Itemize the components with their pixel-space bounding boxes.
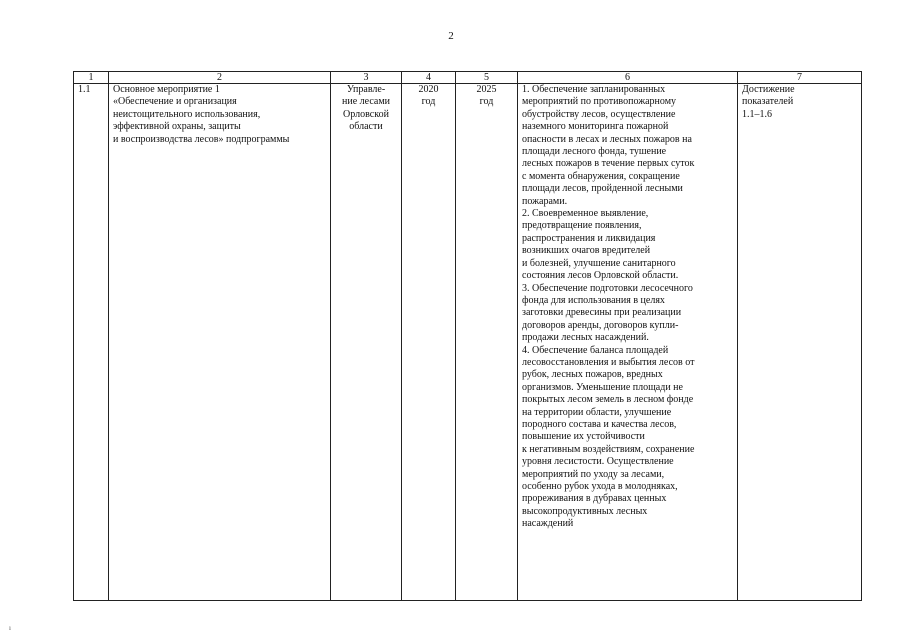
text-line: состояния лесов Орловской области. [522,270,679,282]
text-line: и болезней, улучшение санитарного [522,257,676,269]
text-line: прореживания в дубравах ценных [522,493,667,505]
text-line: организмов. Уменьшение площади не [522,381,683,393]
page-number: 2 [448,30,454,42]
start-year-cell [402,84,456,601]
end-year-text [460,84,513,109]
program-table [73,71,862,601]
text-line: предотвращение появления, [522,220,642,232]
indicator-link-text [742,84,857,121]
text-line: к негативным воздействиям, сохранение [522,443,695,455]
text-line: обустройству лесов, осуществление [522,108,676,120]
text-line: Управле- [346,84,386,95]
text-line: договоров аренды, договоров купли- [522,319,679,331]
expected-result-text [522,84,733,531]
text-line: высокопродуктивных лесных [522,505,648,517]
text-line: с момента обнаружения, сокращение [522,170,680,182]
text-line: эффективной охраны, защиты [113,121,241,133]
text-line: продажи лесных насаждений. [522,332,649,344]
text-line: и воспроизводства лесов» подпрограммы [113,133,290,145]
row-number-cell [74,84,109,601]
row-number: 1.1 [78,84,91,95]
text-line: площади лесного фонда, тушение [522,146,667,158]
text-line: ние лесами [342,96,390,108]
text-line: 3. Обеспечение подготовки лесосечного [522,282,693,294]
executor-text [335,84,397,134]
header-cell: 4 [402,72,456,84]
executor-cell [331,84,402,601]
table-row [74,84,862,601]
text-line: повышение их устойчивости [522,431,645,443]
text-line: 2020 [418,84,439,95]
text-line: наземного мониторинга пожарной [522,121,669,133]
text-line: заготовки древесины при реализации [522,307,682,319]
text-line: пожарами. [522,195,568,207]
text-line: год [479,96,494,108]
text-line: рубок, лесных пожаров, вредных [522,369,663,381]
text-line: мероприятий по противопожарному [522,96,677,108]
header-cell: 1 [74,72,109,84]
text-line: «Обеспечение и организация [113,96,237,108]
indicator-link-cell [738,84,862,601]
text-line: породного состава и качества лесов, [522,418,677,430]
scan-mark: ı [9,624,11,632]
text-line: насаждений [522,518,574,530]
text-line: лесовосстановления и выбытия лесов от [522,356,695,368]
text-line: год [421,96,436,108]
text-line: на территории области, улучшение [522,406,672,418]
header-row [74,72,862,84]
text-line: распространения и ликвидация [522,232,656,244]
end-year-cell [456,84,518,601]
text-line: показателей [742,96,794,108]
text-line: покрытых лесом земель в лесном фонде [522,394,694,406]
text-line: 2. Своевременное выявление, [522,208,649,220]
header-cell: 3 [331,72,402,84]
text-line: лесных пожаров в течение первых суток [522,158,695,170]
text-line: мероприятий по уходу за лесами, [522,468,665,480]
header-cell: 6 [518,72,738,84]
event-cell [109,84,331,601]
text-line: 1.1–1.6 [742,108,772,120]
text-line: неистощительного использования, [113,108,261,120]
text-line: площади лесов, пройденной лесными [522,183,683,195]
text-line: 2025 [476,84,497,95]
text-line: возникших очагов вредителей [522,245,651,257]
text-line: 1. Обеспечение запланированных [522,84,666,95]
text-line: 4. Обеспечение баланса площадей [522,344,669,356]
header-cell: 5 [456,72,518,84]
text-line: опасности в лесах и лесных пожаров на [522,133,692,145]
event-text [113,84,326,146]
expected-result-cell [518,84,738,601]
text-line: Достижение [742,84,795,95]
header-cell: 7 [738,72,862,84]
start-year-text [406,84,451,109]
text-line: Основное мероприятие 1 [113,84,220,95]
text-line: особенно рубок ухода в молодняках, [522,481,678,492]
text-line: области [349,121,383,133]
text-line: фонда для использования в целях [522,294,665,306]
header-cell: 2 [109,72,331,84]
text-line: уровня лесистости. Осуществление [522,456,674,468]
text-line: Орловской [343,108,389,120]
